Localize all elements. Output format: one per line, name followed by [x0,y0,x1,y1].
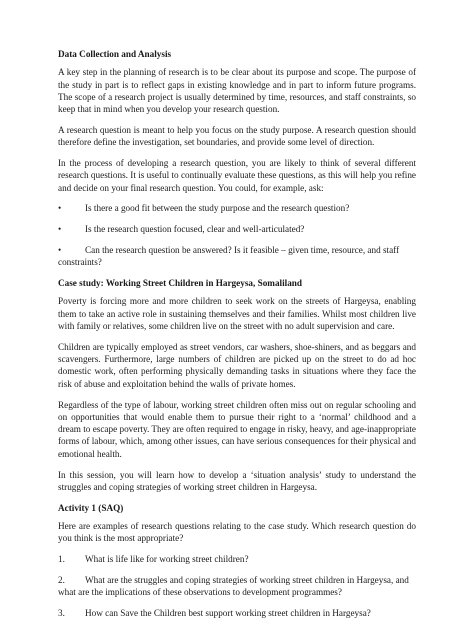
paragraph-employment: Children are typically employed as street vendors, car washers, shoe-shiners, and as beggars and scavengers. Furthermore, large numbers of children are picked up on the street to do ad hoc domestic work, often performing physically demanding tasks in situations where they face the risk of abuse and exploitation behind the walls of private homes. [58,341,416,389]
question-number: 2. [58,574,65,585]
bullet-item [58,223,416,235]
paragraph-research-question: A research question is meant to help you focus on the study purpose. A research question should therefore define the investigation, set boundaries, and provide some level of direction. [58,124,416,148]
section-heading-case-study: Case study: Working Street Children in Hargeysa, Somaliland [58,278,303,289]
question-text: What is life like for working street children? [85,554,249,564]
numbered-question [58,553,416,565]
paragraph-purpose-scope: A key step in the planning of research is to be clear about its purpose and scope. The purpose of the study in part is to reflect gaps in existing knowledge and in part to inform future programs. The scope of a research project is usually determined by time, resources, and staff constraints, so keep that in mind when you develop your research question. [58,67,416,115]
question-number: 3. [58,607,65,618]
paragraph-session-intro: In this session, you will learn how to develop a ‘situation analysis’ study to understand the struggles and coping strategies of working street children in Hargeysa. [58,469,416,492]
paragraph-labour: Regardless of the type of labour, working street children often miss out on regular schooling and on opportunities that would enable them to pursue their right to a ‘normal’ childhood and a dream to escape poverty. They are often required to engage in risky, heavy, and age-inappropriate forms of labour, which, among other issues, can have serious consequences for their physical and emotional health. [58,399,416,459]
bullet-item [58,202,416,214]
bullet-marker: • [58,224,62,235]
question-text: What are the struggles and coping strategies of working street children in Hargeysa, and what are the implications of these observations to development programmes? [58,574,409,598]
bullet-marker: • [58,245,62,256]
paragraph-activity-intro: Here are examples of research questions relating to the case study. Which research question do you think is the most appropriate? [58,520,416,544]
bullet-text: Can the research question be answered? Is it feasible – given time, resource, and staff constraints? [58,245,400,268]
numbered-question [58,607,416,619]
question-text: How can Save the Children best support working street children in Hargeysa? [85,607,371,618]
bullet-text: Is there a good fit between the study purpose and the research question? [85,203,350,214]
question-number: 1. [58,554,65,564]
bullet-item [58,244,416,269]
numbered-question [58,574,416,599]
paragraph-evaluate-questions: In the process of developing a research question, you are likely to think of several different research questions. It is useful to continually evaluate these questions, as this will help you refine and decide on your final research question. You could, for example, ask: [58,158,416,193]
bullet-text: Is the research question focused, clear and well-articulated? [85,224,305,235]
section-heading-data-collection: Data Collection and Analysis [58,49,172,59]
section-heading-activity: Activity 1 (SAQ) [58,502,124,513]
paragraph-poverty: Poverty is forcing more and more children to seek work on the streets of Hargeysa, enabling them to take an active role in sustaining themselves and their families. Whilst most children live with family or relatives, some children live on the street with no adult supervision and care. [58,296,416,332]
bullet-marker: • [58,203,62,214]
